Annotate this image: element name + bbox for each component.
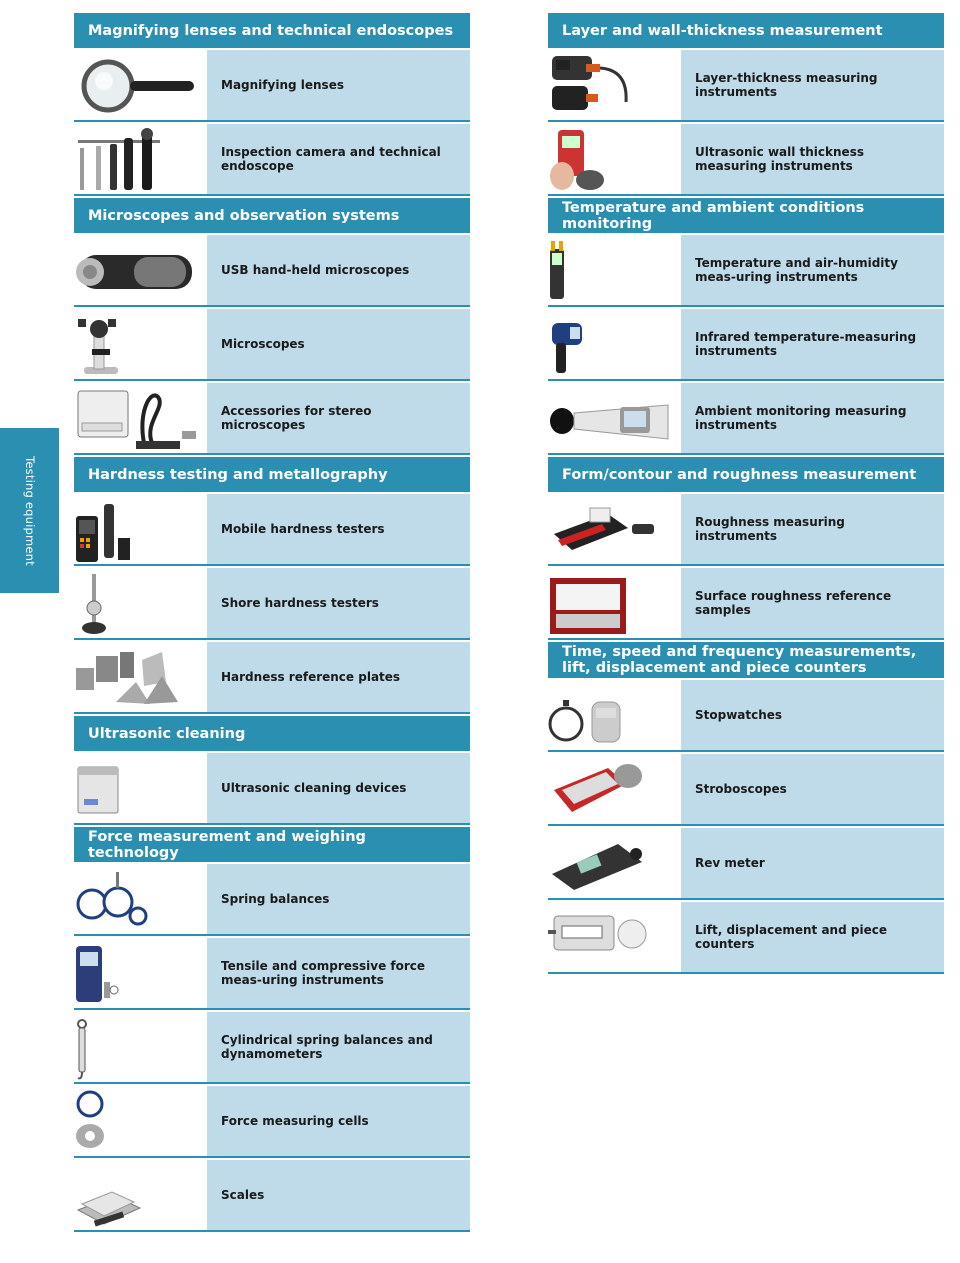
endoscope-icon (74, 124, 207, 196)
tachometer-icon (548, 828, 681, 900)
sound-meter-icon (548, 383, 681, 455)
product-category-row[interactable] (548, 309, 944, 381)
roughness-tester-icon (548, 494, 681, 566)
spring-balance-icon (74, 864, 207, 936)
product-category-row[interactable] (74, 309, 470, 381)
usb-microscope-icon (74, 235, 207, 307)
product-category-label[interactable]: Surface roughness reference samples (681, 568, 944, 640)
product-category-row[interactable] (74, 50, 470, 122)
infrared-thermometer-icon (548, 309, 681, 381)
section-header: Layer and wall-thickness measurement (548, 13, 944, 48)
product-category-row[interactable] (548, 568, 944, 640)
product-category-row[interactable] (74, 235, 470, 307)
product-category-label[interactable]: Temperature and air-humidity meas-uring instruments (681, 235, 944, 307)
section-header: Microscopes and observation systems (74, 198, 470, 233)
section-header: Time, speed and frequency measurements, lift, displacement and piece counters (548, 642, 944, 678)
hardness-tester-icon (74, 494, 207, 566)
product-category-row[interactable] (74, 383, 470, 455)
left-column (74, 13, 470, 1234)
product-category-row[interactable] (548, 828, 944, 900)
dynamometer-icon (74, 1012, 207, 1084)
product-category-label[interactable]: Tensile and compressive force meas-uring instruments (207, 938, 470, 1010)
product-category-label[interactable]: Layer-thickness measuring instruments (681, 50, 944, 122)
section-header: Force measurement and weighing technology (74, 827, 470, 862)
product-category-label[interactable]: Force measuring cells (207, 1086, 470, 1158)
section-header: Form/contour and roughness measurement (548, 457, 944, 492)
side-tab[interactable] (0, 428, 59, 593)
shore-tester-icon (74, 568, 207, 640)
product-category-label[interactable]: Ultrasonic wall thickness measuring instruments (681, 124, 944, 196)
roughness-samples-icon (548, 568, 681, 640)
section-header: Magnifying lenses and technical endoscopes (74, 13, 470, 48)
product-category-label[interactable]: Infrared temperature-measuring instruments (681, 309, 944, 381)
product-category-row[interactable] (74, 1160, 470, 1232)
product-category-label[interactable]: Lift, displacement and piece counters (681, 902, 944, 974)
side-tab-label: Testing equipment (22, 455, 37, 566)
product-category-row[interactable] (74, 864, 470, 936)
force-cell-icon (74, 1086, 207, 1158)
counter-icon (548, 902, 681, 974)
reference-plates-icon (74, 642, 207, 714)
product-category-label[interactable]: Accessories for stereo microscopes (207, 383, 470, 455)
product-category-label[interactable]: Ambient monitoring measuring instruments (681, 383, 944, 455)
product-category-label[interactable]: Hardness reference plates (207, 642, 470, 714)
product-category-row[interactable] (74, 938, 470, 1010)
ultrasonic-gauge-icon (548, 124, 681, 196)
product-category-label[interactable]: Mobile hardness testers (207, 494, 470, 566)
product-category-label[interactable]: USB hand-held microscopes (207, 235, 470, 307)
product-category-label[interactable]: Roughness measuring instruments (681, 494, 944, 566)
magnifier-icon (74, 50, 207, 122)
product-category-row[interactable] (74, 124, 470, 196)
stopwatch-icon (548, 680, 681, 752)
section-header: Temperature and ambient conditions monitoring (548, 198, 944, 233)
section-header: Ultrasonic cleaning (74, 716, 470, 751)
product-category-row[interactable] (74, 1086, 470, 1158)
product-category-row[interactable] (548, 494, 944, 566)
section-header: Hardness testing and metallography (74, 457, 470, 492)
product-category-row[interactable] (548, 680, 944, 752)
stroboscope-icon (548, 754, 681, 826)
scale-icon (74, 1160, 207, 1232)
product-category-row[interactable] (74, 753, 470, 825)
product-category-row[interactable] (548, 754, 944, 826)
product-category-row[interactable] (548, 902, 944, 974)
product-category-row[interactable] (548, 124, 944, 196)
product-category-row[interactable] (74, 494, 470, 566)
thermo-hygrometer-icon (548, 235, 681, 307)
product-category-label[interactable]: Shore hardness testers (207, 568, 470, 640)
product-category-label[interactable]: Stroboscopes (681, 754, 944, 826)
product-category-label[interactable]: Magnifying lenses (207, 50, 470, 122)
ultrasonic-cleaner-icon (74, 753, 207, 825)
product-category-row[interactable] (548, 383, 944, 455)
product-category-label[interactable]: Spring balances (207, 864, 470, 936)
product-category-row[interactable] (548, 50, 944, 122)
layer-gauge-icon (548, 50, 681, 122)
product-category-label[interactable]: Ultrasonic cleaning devices (207, 753, 470, 825)
product-category-label[interactable]: Stopwatches (681, 680, 944, 752)
product-category-row[interactable] (548, 235, 944, 307)
microscope-icon (74, 309, 207, 381)
product-category-label[interactable]: Cylindrical spring balances and dynamometers (207, 1012, 470, 1084)
product-category-label[interactable]: Rev meter (681, 828, 944, 900)
force-gauge-icon (74, 938, 207, 1010)
product-category-row[interactable] (74, 568, 470, 640)
product-category-label[interactable]: Microscopes (207, 309, 470, 381)
product-category-label[interactable]: Inspection camera and technical endoscope (207, 124, 470, 196)
right-column (548, 13, 944, 976)
product-category-row[interactable] (74, 1012, 470, 1084)
product-category-row[interactable] (74, 642, 470, 714)
microscope-accessories-icon (74, 383, 207, 455)
product-category-label[interactable]: Scales (207, 1160, 470, 1232)
